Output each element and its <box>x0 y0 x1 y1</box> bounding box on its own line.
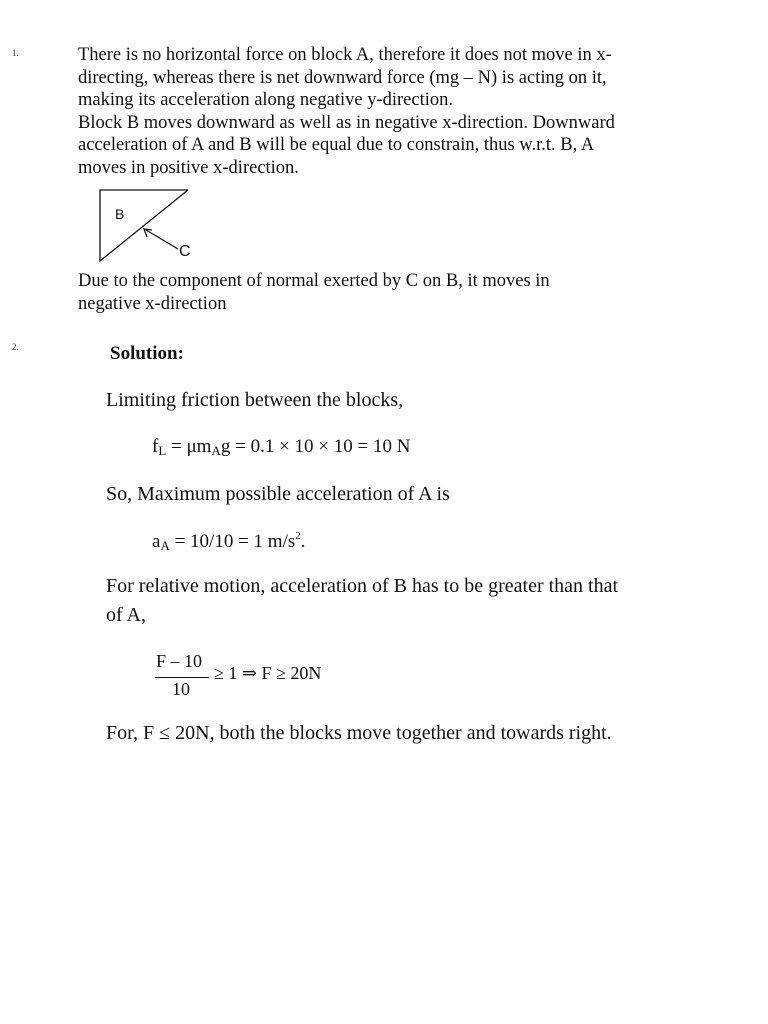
fraction-denominator: 10 <box>172 679 190 699</box>
solution-heading: Solution: <box>110 343 184 364</box>
q2-line-3a: For relative motion, acceleration of B has to be greater than that <box>106 575 619 597</box>
eq2-rhs: = 10/10 = 1 m/s <box>169 531 296 552</box>
q1-line-3: making its acceleration along negative y-direction. <box>78 90 453 111</box>
q1-line-4: Block B moves downward as well as in negative x-direction. Downward <box>78 112 615 133</box>
question-number-2: 2. <box>12 342 19 352</box>
eq1-lhs: f <box>152 436 159 457</box>
fraction-bar <box>155 677 209 678</box>
q1-line-2: directing, whereas there is net downward force (mg – N) is acting on it, <box>78 67 607 88</box>
eq1-rhs: g = 0.1 × 10 × 10 = 10 N <box>220 436 411 457</box>
q1-after-line-1: Due to the component of normal exerted by C on B, it moves in <box>78 271 550 291</box>
block-label-b: B <box>115 206 125 222</box>
q1-line-5: acceleration of A and B will be equal due to constrain, thus w.r.t. B, A <box>78 135 595 156</box>
question-number-1: 1. <box>12 48 19 58</box>
eq2-end: . <box>300 531 306 552</box>
eq2-sup: 2 <box>295 530 301 542</box>
q2-line-1: Limiting friction between the blocks, <box>106 389 404 411</box>
contact-label-c: C <box>179 243 191 260</box>
eq1-lhs-sub: L <box>158 443 167 458</box>
eq1-mid-sub: A <box>211 443 221 458</box>
q2-line-4: For, F ≤ 20N, both the blocks move together and towards right. <box>106 722 612 744</box>
q2-line-2: So, Maximum possible acceleration of A is <box>106 483 450 505</box>
fraction-numerator: F – 10 <box>156 651 203 671</box>
eq2-lhs: a <box>152 531 161 552</box>
eq1-mid: = μm <box>166 436 212 457</box>
normal-force-arrow <box>146 230 178 249</box>
equation-acceleration <box>152 530 306 554</box>
q2-line-3b: of A, <box>106 604 146 626</box>
q1-after-line-2: negative x-direction <box>78 293 227 314</box>
inequality-equation <box>155 648 375 708</box>
eq2-lhs-sub: A <box>160 538 170 553</box>
inequality-rest: ≥ 1 ⇒ F ≥ 20N <box>214 663 322 683</box>
q1-line-6: moves in positive x-direction. <box>78 158 299 178</box>
q1-line-1: There is no horizontal force on block A, therefore it does not move in x- <box>78 45 612 65</box>
equation-friction <box>152 436 410 459</box>
wedge-figure <box>90 185 210 270</box>
wedge-outline <box>100 190 188 261</box>
